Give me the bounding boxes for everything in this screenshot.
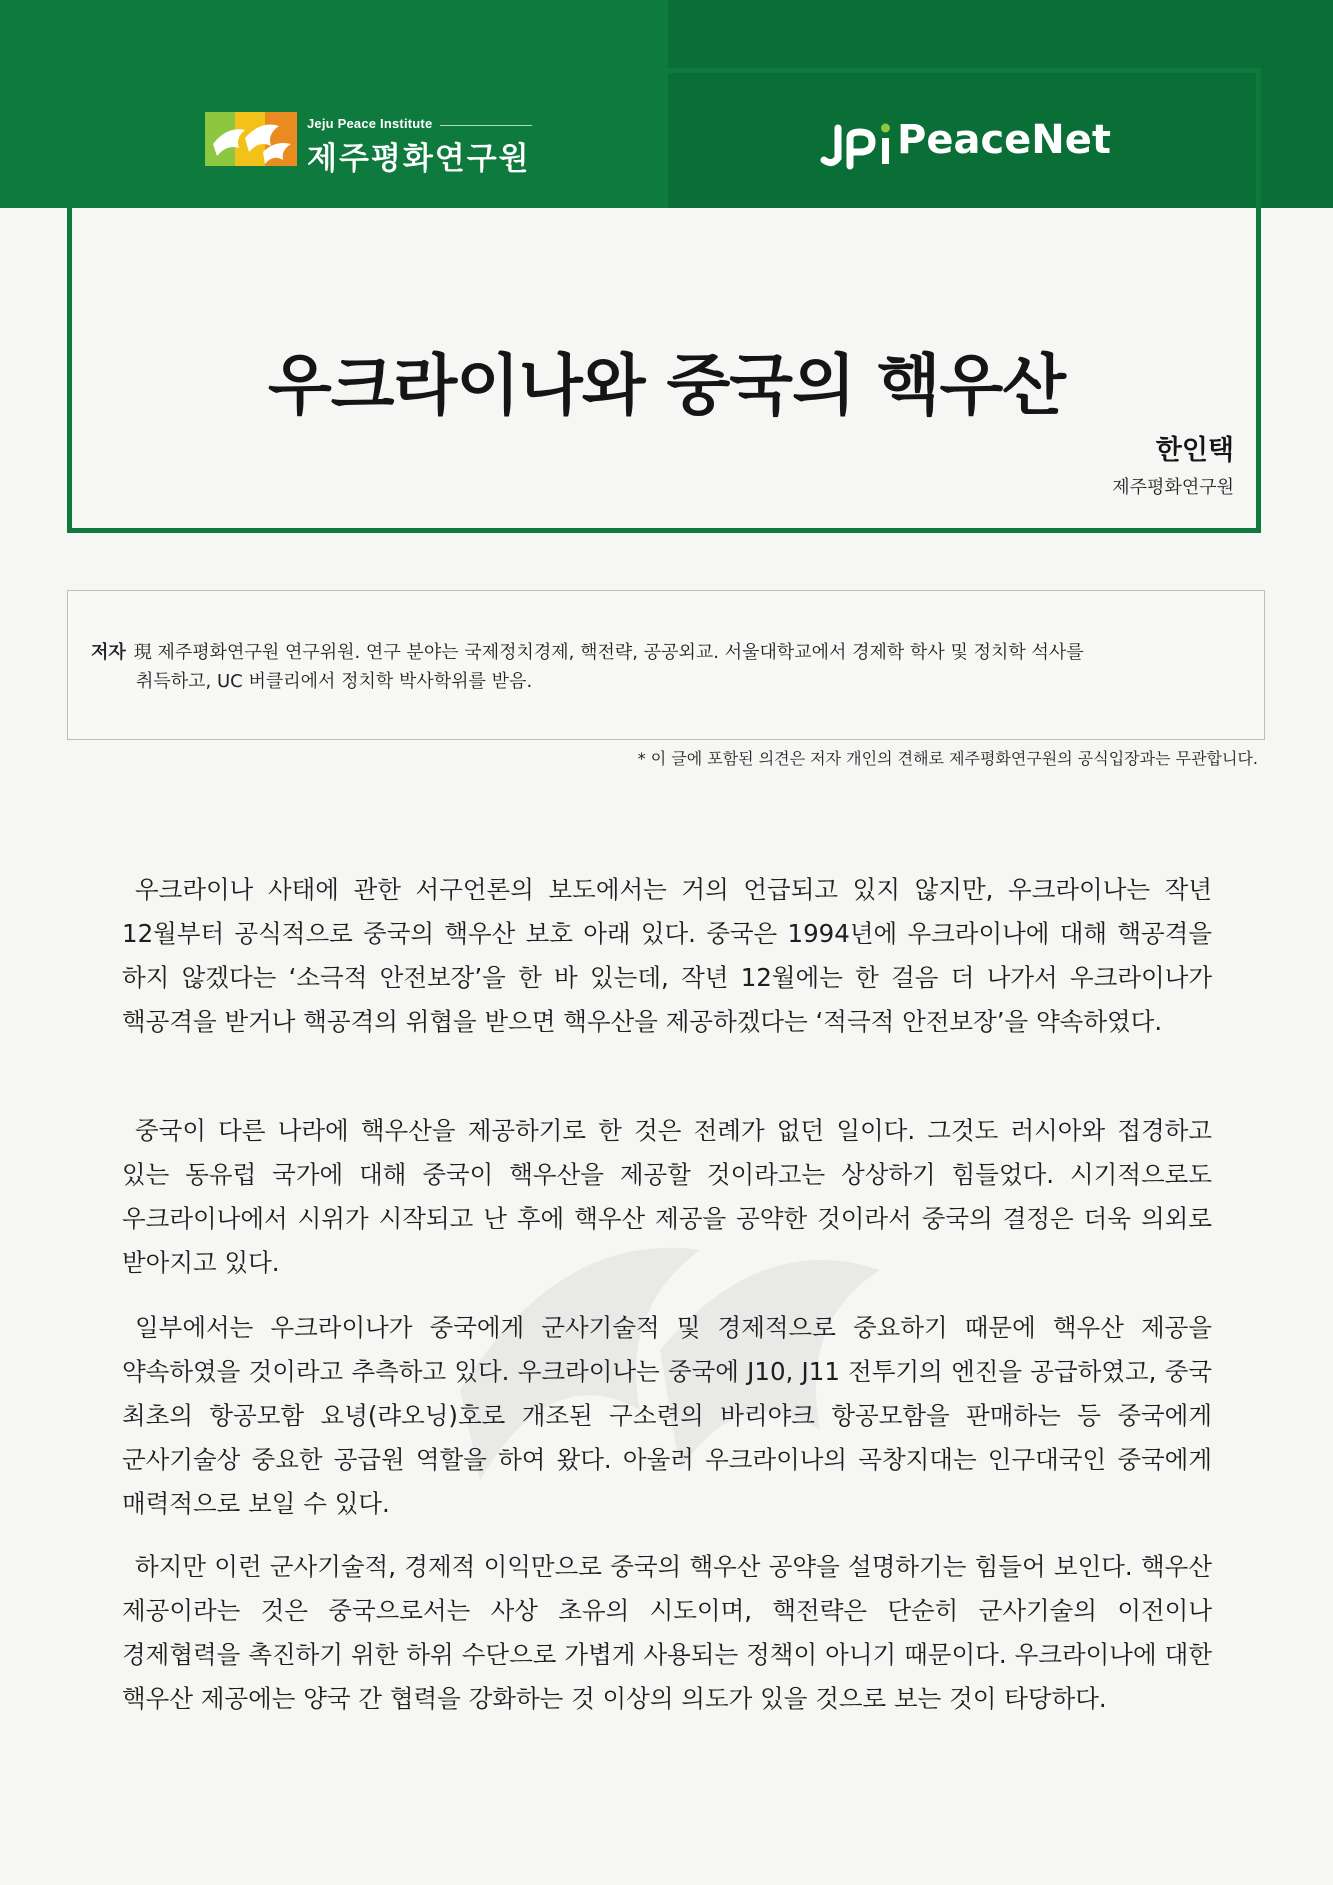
author-bio-text-1: 現 제주평화연구원 연구위원. 연구 분야는 국제정치경제, 핵전략, 공공외교. 서울대학교에서 경제학 학사 및 정치학 석사를 [133, 642, 1084, 663]
institute-divider [440, 125, 532, 126]
paragraph-text: 일부에서는 우크라이나가 중국에게 군사기술적 및 경제적으로 중요하기 때문에 핵우산 제공을 약속하였을 것이라고 추측하고 있다. 우크라이나는 중국에 J10, J11 전투기의 엔진을 공급하였고, 중국 최초의 항공모함 요녕(랴오닝)호로 개조된 구소련의 바리야크 항공모함을 판매하는 등 중국에게 군사기술상 중요한 공급원 역할을 하여 왔다. 아울러 우크라이나의 곡창지대는 인구대국인 중국에게 매력적으로 보일 수 있다. [122, 1313, 1212, 1518]
author-bio-line-1 [91, 638, 1241, 664]
jpi-logo-icon [814, 116, 906, 174]
paragraph-text: 하지만 이런 군사기술적, 경제적 이익만으로 중국의 핵우산 공약을 설명하기는 힘들어 보인다. 핵우산 제공이라는 것은 중국으로서는 사상 초유의 시도이며, 핵전략은 단순히 군사기술의 이전이나 경제협력을 촉진하기 위한 하위 수단으로 가볍게 사용되는 정책이 아니기 때문이다. 우크라이나에 대한 핵우산 제공에는 양국 간 협력을 강화하는 것 이상의 의도가 있을 것으로 보는 것이 타당하다. [122, 1552, 1212, 1713]
peacenet-brand: PeaceNet [897, 117, 1112, 163]
paragraph-text: 중국이 다른 나라에 핵우산을 제공하기로 한 것은 전례가 없던 일이다. 그것도 러시아와 접경하고 있는 동유럽 국가에 대해 중국이 핵우산을 제공할 것이라고는 상상하기 힘들었다. 시기적으로도 우크라이나에서 시위가 시작되고 난 후에 핵우산 제공을 공약한 것이라서 중국의 결정은 더욱 의외로 받아지고 있다. [122, 1116, 1212, 1277]
author-organization: 제주평화연구원 [1112, 477, 1234, 498]
body-paragraph-3 [122, 1306, 1212, 1526]
body-paragraph-1 [122, 868, 1212, 1044]
body-paragraph-2 [122, 1109, 1212, 1285]
institute-english-name: Jeju Peace Institute [307, 116, 433, 131]
institute-korean-name: 제주평화연구원 [307, 141, 531, 177]
author-bio-line-2: 취득하고, UC 버클리에서 정치학 박사학위를 받음. [136, 671, 533, 692]
author-label: 저자 [91, 642, 126, 663]
body-paragraph-4 [122, 1545, 1212, 1721]
author-name: 한인택 [1155, 435, 1234, 466]
paragraph-text: 우크라이나 사태에 관한 서구언론의 보도에서는 거의 언급되고 있지 않지만, 우크라이나는 작년 12월부터 공식적으로 중국의 핵우산 보호 아래 있다. 중국은 1994년에 우크라이나에 대해 핵공격을 하지 않겠다는 ‘소극적 안전보장’을 한 바 있는데, 작년 12월에는 한 걸음 더 나가서 우크라이나가 핵공격을 받거나 핵공격의 위협을 받으면 핵우산을 제공하겠다는 ‘적극적 안전보장’을 약속하였다. [122, 875, 1212, 1036]
document-title: 우크라이나와 중국의 핵우산 [267, 347, 1066, 424]
author-info-box [67, 590, 1265, 740]
jeju-dove-logo-icon [205, 108, 297, 170]
disclaimer-note: * 이 글에 포함된 의견은 저자 개인의 견해로 제주평화연구원의 공식입장과는 무관합니다. [637, 749, 1258, 768]
